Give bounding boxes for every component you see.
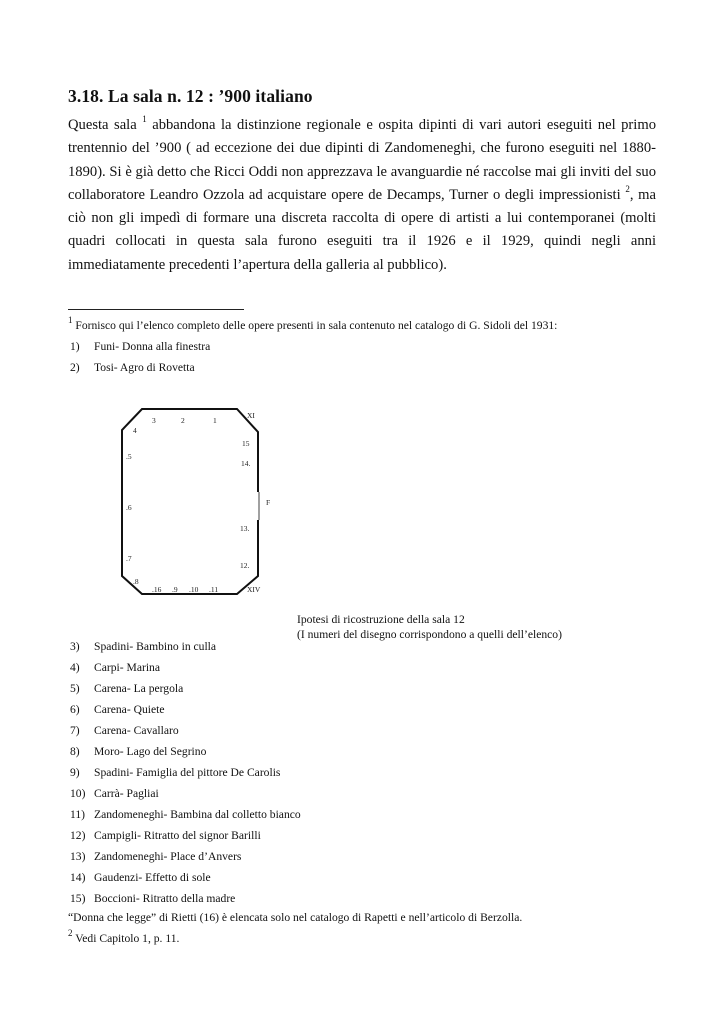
list-item-number: 11) xyxy=(70,808,86,821)
list-item-text: Tosi- Agro di Rovetta xyxy=(94,361,195,374)
section-title: 3.18. La sala n. 12 : ’900 italiano xyxy=(68,86,313,106)
list-item-number: 5) xyxy=(70,682,80,695)
list-item xyxy=(70,703,301,724)
list-item-number: 12) xyxy=(70,829,86,842)
label-xi: XI xyxy=(247,411,255,420)
label-15: 15 xyxy=(242,439,250,448)
footnote-ref-2[interactable]: 2 xyxy=(625,184,630,195)
list-item xyxy=(70,745,301,766)
list-item xyxy=(70,661,301,682)
label-10: .10 xyxy=(189,585,199,594)
label-6: .6 xyxy=(126,503,132,512)
list-item-text: Boccioni- Ritratto della madre xyxy=(94,892,236,905)
label-8: .8 xyxy=(133,577,139,586)
footnote-2 xyxy=(68,928,180,945)
list-item-text: Funi- Donna alla finestra xyxy=(94,340,211,353)
footnote-1 xyxy=(68,315,668,334)
room-plan-diagram xyxy=(110,400,280,600)
body-text-part-3: , ma ciò non gli impedì di formare una discreta raccolta di opere di artisti a lui contemporanei (molti quadri collocati in questa sala furono eseguiti tra il 1926 e il 1929, quindi negli anni immediatamente precedenti l’apertura della galleria al pubblico). xyxy=(68,186,656,273)
body-text-part-1: Questa sala xyxy=(68,117,143,133)
list-item-text: Carrà- Pagliai xyxy=(94,787,159,800)
list-item-text: Zandomeneghi- Place d’Anvers xyxy=(94,850,242,863)
list-item-text: Spadini- Bambino in culla xyxy=(94,640,217,653)
footnote-separator xyxy=(68,309,244,310)
label-4: 4 xyxy=(133,426,137,435)
body-paragraph xyxy=(68,114,656,277)
list-item xyxy=(70,340,210,361)
note-rietti: “Donna che legge” di Rietti (16) è elencata solo nel catalogo di Rapetti e nell’articolo di Berzolla. xyxy=(68,911,523,924)
list-item-text: Spadini- Famiglia del pittore De Carolis xyxy=(94,766,281,779)
label-7: .7 xyxy=(126,554,132,563)
footnote-2-marker: 2 xyxy=(68,928,73,939)
label-14: 14. xyxy=(241,459,251,468)
list-item-number: 14) xyxy=(70,871,86,884)
label-xiv: XIV xyxy=(247,585,261,594)
list-item-number: 15) xyxy=(70,892,86,905)
list-item xyxy=(70,640,301,661)
list-item xyxy=(70,871,301,892)
list-item-number: 9) xyxy=(70,766,80,779)
label-5: .5 xyxy=(126,452,132,461)
list-item xyxy=(70,787,301,808)
list-item-number: 8) xyxy=(70,745,80,758)
label-16: .16 xyxy=(152,585,162,594)
works-list-first xyxy=(70,340,210,382)
list-item-text: Gaudenzi- Effetto di sole xyxy=(94,871,211,884)
list-item xyxy=(70,808,301,829)
label-12: 12. xyxy=(240,561,250,570)
list-item xyxy=(70,829,301,850)
list-item xyxy=(70,766,301,787)
label-1: 1 xyxy=(213,416,217,425)
list-item xyxy=(70,724,301,745)
list-item-text: Moro- Lago del Segrino xyxy=(94,745,207,758)
list-item-text: Carena- La pergola xyxy=(94,682,184,695)
list-item-number: 3) xyxy=(70,640,80,653)
label-f: F xyxy=(266,498,271,507)
list-item-text: Carpi- Marina xyxy=(94,661,160,674)
caption-line-2: (I numeri del disegno corrispondono a quelli dell’elenco) xyxy=(297,628,562,641)
footnote-2-text: Vedi Capitolo 1, p. 11. xyxy=(72,932,180,945)
footnote-1-text: Fornisco qui l’elenco completo delle opere presenti in sala contenuto nel catalogo di G. Sidoli del 1931: xyxy=(72,319,558,332)
footnote-1-marker: 1 xyxy=(68,315,73,326)
label-13: 13. xyxy=(240,524,250,533)
list-item xyxy=(70,850,301,871)
works-list-second xyxy=(70,640,301,913)
list-item-text: Zandomeneghi- Bambina dal colletto bianco xyxy=(94,808,301,821)
list-item-number: 7) xyxy=(70,724,80,737)
list-item-number: 10) xyxy=(70,787,86,800)
list-item-number: 6) xyxy=(70,703,80,716)
body-text-part-2: abbandona la distinzione regionale e ospita dipinti di vari autori eseguiti nel primo trentennio del ’900 ( ad eccezione dei due dipinti di Zandomeneghi, che furono eseguiti nel 1880-1890). Si è già detto che Ricci Oddi non apprezzava le avanguardie né raccolse mai gli inviti del suo collaboratore Leandro Ozzola ad acquistare opere de Decamps, Turner o degli impressionisti xyxy=(68,117,656,203)
list-item-text: Carena- Cavallaro xyxy=(94,724,179,737)
list-item-number: 1) xyxy=(70,340,80,353)
room-outline xyxy=(122,409,258,594)
caption-line-1: Ipotesi di ricostruzione della sala 12 xyxy=(297,613,465,626)
label-2: 2 xyxy=(181,416,185,425)
list-item-number: 2) xyxy=(70,361,80,374)
room-plan-svg xyxy=(110,400,280,600)
label-3: 3 xyxy=(152,416,156,425)
list-item xyxy=(70,682,301,703)
list-item-text: Carena- Quiete xyxy=(94,703,165,716)
list-item-number: 13) xyxy=(70,850,86,863)
list-item-number: 4) xyxy=(70,661,80,674)
list-item xyxy=(70,892,301,913)
list-item-text: Campigli- Ritratto del signor Barilli xyxy=(94,829,261,842)
diagram-caption xyxy=(297,612,562,642)
label-11: .11 xyxy=(209,585,219,594)
label-9: .9 xyxy=(172,585,178,594)
list-item xyxy=(70,361,210,382)
footnote-ref-1[interactable]: 1 xyxy=(142,114,147,125)
